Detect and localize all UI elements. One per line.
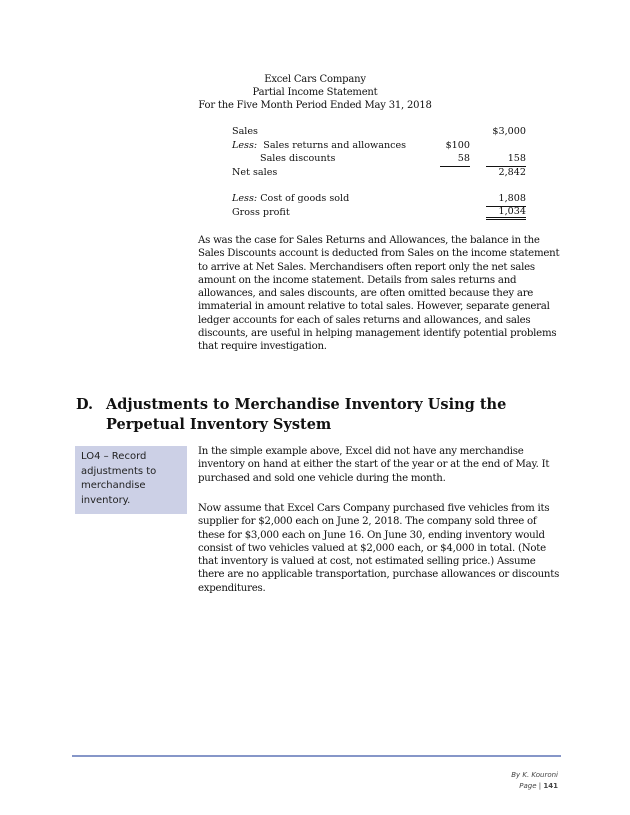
discounts-value: 58: [440, 152, 470, 167]
sales-label: Sales: [232, 126, 258, 137]
learning-objective-text: LO4 – Record adjustments to merchandise inventory.: [81, 451, 157, 506]
returns-value: $100: [445, 139, 470, 151]
paragraph-text: As was the case for Sales Returns and Allowances, the balance in the Sales Discounts account is deducted from Sales on the income statement to arrive at Net Sales. Merchandisers often report only the net sales amount on the income statement. Details from sales returns and allowances, and sales discounts, are often omitted because they are immaterial in amount relative to total sales. However, separate general ledger accounts for each of sales returns and allowances, and sales discounts, are useful in helping management identify potential problems that require investigation.: [198, 235, 560, 353]
income-statement-table: [232, 125, 526, 220]
row-cogs: [232, 192, 526, 206]
row-net-sales: [232, 166, 526, 180]
gross-profit-value: 1,034: [486, 206, 526, 220]
gross-profit-label: Gross profit: [232, 206, 290, 218]
returns-label-group: [232, 139, 406, 153]
statement-company-name: Excel Cars Company: [264, 74, 366, 85]
section-title: Adjustments to Merchandise Inventory Using the Perpetual Inventory System: [106, 396, 507, 433]
statement-title: Partial Income Statement: [252, 87, 378, 98]
learning-objective-box: [75, 446, 187, 514]
footer-page: [519, 782, 558, 790]
cogs-value: 1,808: [486, 192, 526, 207]
row-sales: [232, 125, 526, 139]
net-sales-label: Net sales: [232, 166, 278, 178]
page-number: 141: [543, 782, 558, 790]
cogs-less-word: Less:: [232, 193, 258, 205]
paragraph-text: Now assume that Excel Cars Company purchased five vehicles from its supplier for $2,000 each on June 2, 2018. The company sold three of these for $3,000 each on June 16. On June 30, ending inventory would consist of two vehicles valued at $2,000 each, or $4,000 in total. (Note that inventory is valued at cost, not estimated selling price.) Assume there are no applicable transportation, purchase allowances or discounts expenditures.: [198, 503, 560, 594]
paragraph-text: In the simple example above, Excel did not have any merchandise inventory on hand at either the start of the year or at the end of May. It purchased and sold one vehicle during the month.: [198, 446, 550, 484]
row-gross-profit: [232, 206, 526, 220]
cogs-label: Cost of goods sold: [260, 193, 350, 205]
footer-rule: [72, 755, 561, 757]
inventory-intro-paragraph: [198, 445, 560, 485]
inventory-example-paragraph: [198, 502, 560, 595]
discounts-label: Sales discounts: [260, 153, 336, 165]
row-discounts: [232, 152, 526, 166]
cogs-label-group: [232, 192, 349, 206]
returns-label: Sales returns and allowances: [263, 139, 407, 151]
statement-period: For the Five Month Period Ended May 31, 2018: [198, 100, 432, 111]
page-label: Page |: [519, 782, 542, 790]
deductions-total: 158: [486, 152, 526, 167]
section-letter: D.: [76, 396, 94, 413]
spacer: [232, 179, 526, 192]
sales-discounts-paragraph: [198, 234, 560, 354]
row-returns: [232, 139, 526, 153]
sales-value: $3,000: [492, 126, 526, 137]
footer-author: By K. Kouroni: [511, 771, 558, 779]
net-sales-value: 2,842: [498, 166, 526, 178]
less-word: Less:: [232, 139, 258, 151]
